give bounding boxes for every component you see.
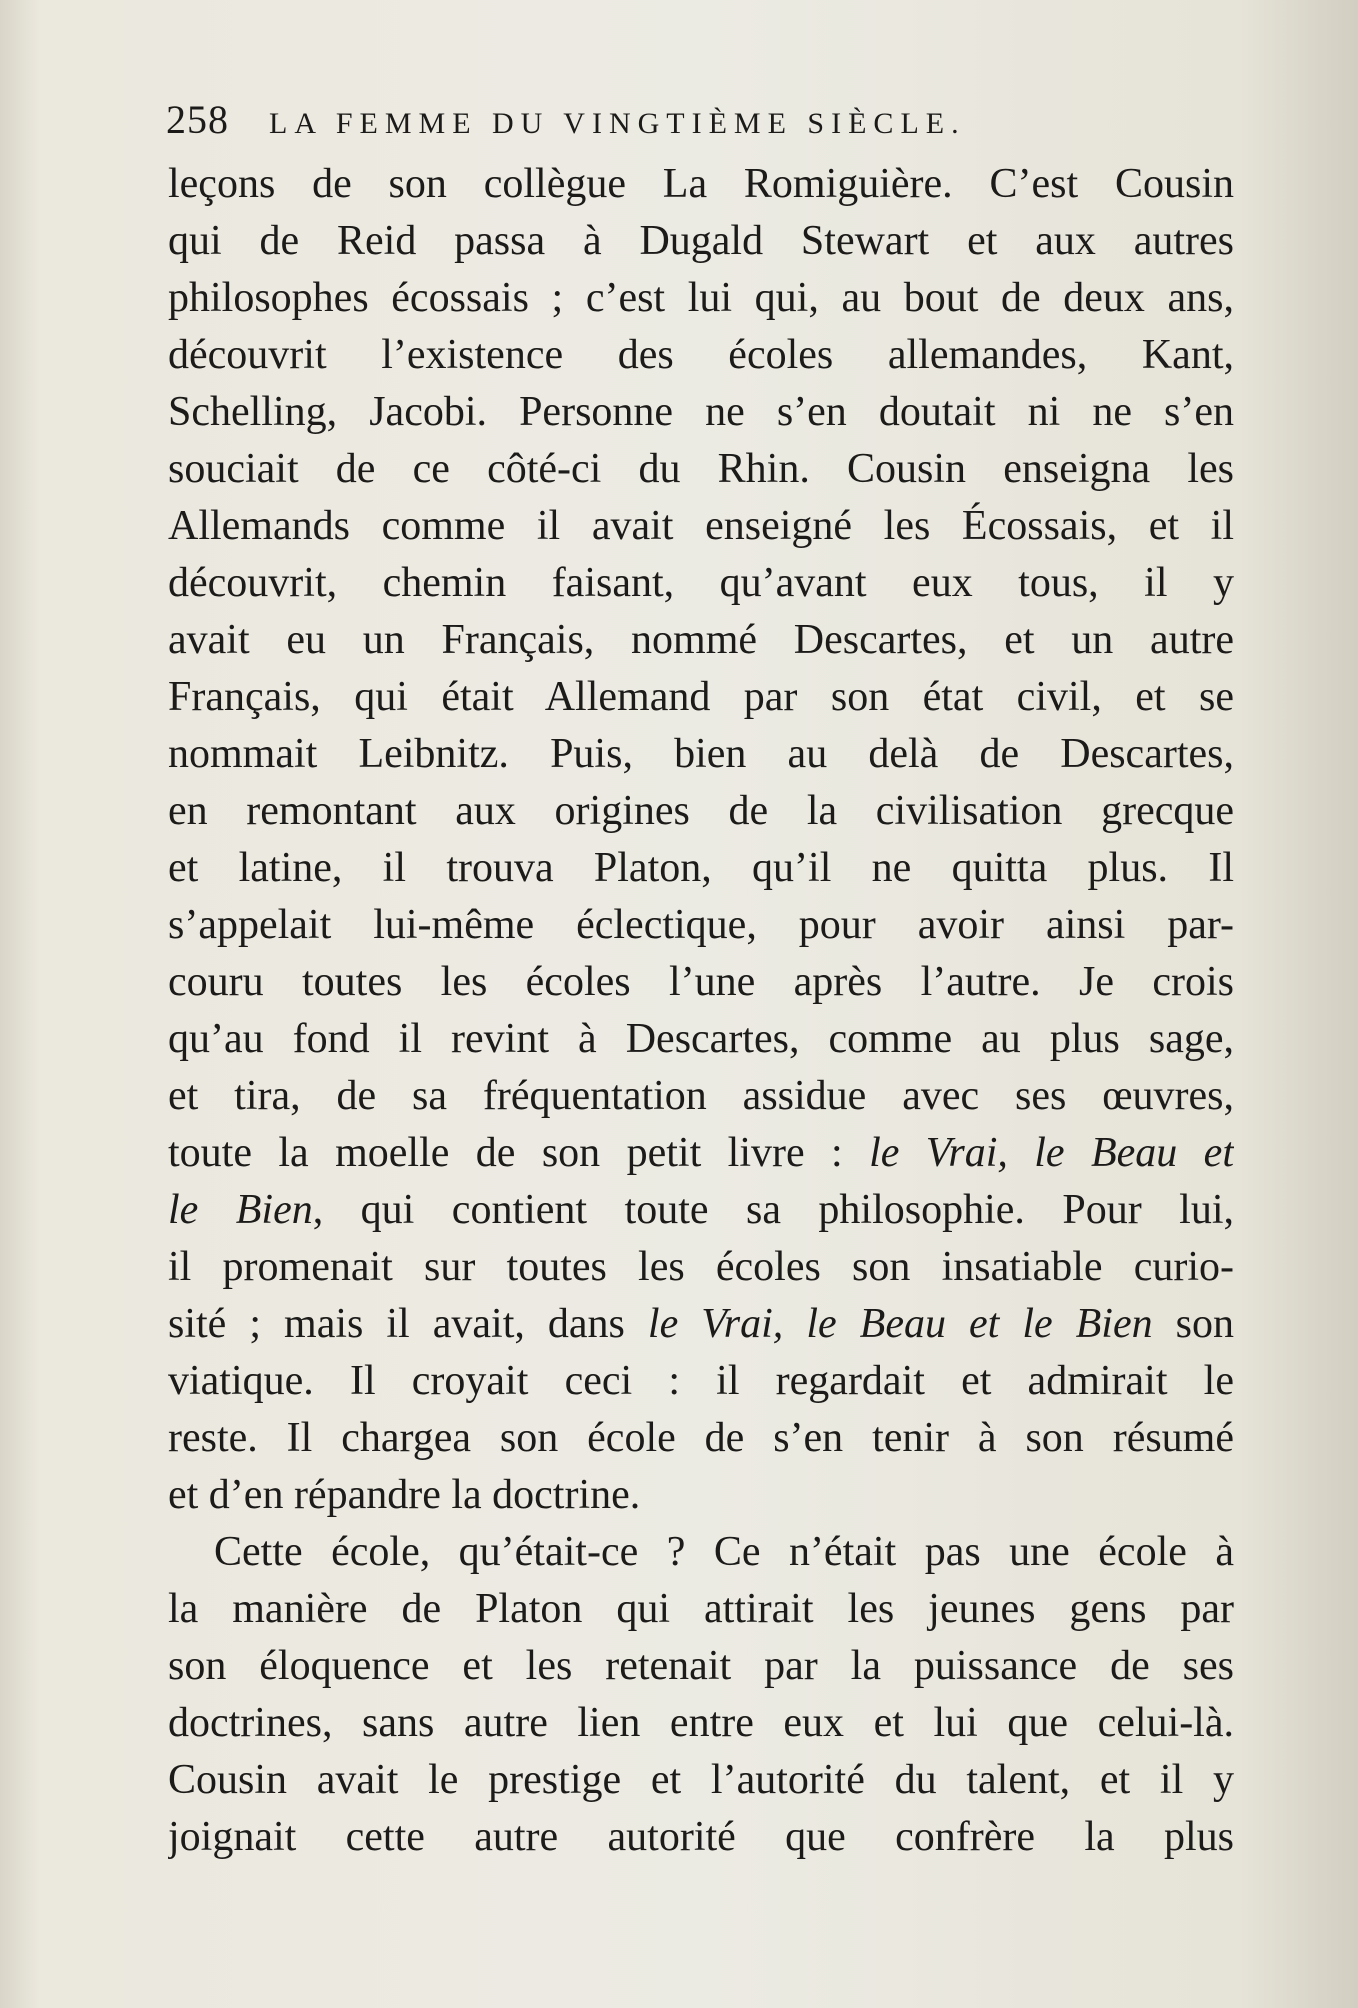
text-line: Cette école, qu’était-ce ? Ce n’était pas une école à (214, 1529, 1234, 1575)
text-line: Français, qui était Allemand par son état civil, et se (168, 674, 1234, 720)
text-line: découvrit l’existence des écoles allemandes, Kant, (168, 332, 1234, 378)
text-line: la manière de Platon qui attirait les jeunes gens par (168, 1586, 1234, 1632)
running-title: LA FEMME DU VINGTIÈME SIÈCLE. (269, 107, 966, 140)
text-line: leçons de son collègue La Romiguière. C’est Cousin (168, 161, 1234, 207)
paragraph-2 (168, 1524, 1234, 1866)
book-title-italic: le Vrai, le Beau et (869, 1130, 1234, 1176)
text-line: et tira, de sa fréquentation assidue avec ses œuvres, (168, 1073, 1234, 1119)
paragraph-1 (168, 156, 1234, 1524)
book-title-italic: le Vrai, le Beau et le Bien (647, 1301, 1153, 1347)
text-line: et latine, il trouva Platon, qu’il ne quitta plus. Il (168, 845, 1234, 891)
text-line: viatique. Il croyait ceci : il regardait et admirait le (168, 1358, 1234, 1404)
text-run: toute la moelle de son petit livre : (168, 1130, 870, 1176)
text-line: joignait cette autre autorité que confrère la plus (168, 1814, 1234, 1860)
text-line (168, 1296, 1234, 1353)
text-line: et d’en répandre la doctrine. (168, 1472, 641, 1518)
text-line: philosophes écossais ; c’est lui qui, au bout de deux ans, (168, 275, 1234, 321)
text-line: il promenait sur toutes les écoles son insatiable curio- (168, 1244, 1234, 1290)
text-line: couru toutes les écoles l’une après l’autre. Je crois (168, 959, 1234, 1005)
text-line: son éloquence et les retenait par la puissance de ses (168, 1643, 1234, 1689)
text-line: nommait Leibnitz. Puis, bien au delà de Descartes, (168, 731, 1234, 777)
text-line: reste. Il chargea son école de s’en tenir à son résumé (168, 1415, 1234, 1461)
book-title-italic: le Bien (168, 1187, 313, 1233)
text-line: Allemands comme il avait enseigné les Écossais, et il (168, 503, 1234, 549)
text-line (168, 1182, 1234, 1239)
page-number: 258 (166, 97, 229, 142)
running-head (166, 96, 1236, 148)
text-line (168, 1125, 1234, 1182)
text-line: souciait de ce côté-ci du Rhin. Cousin enseigna les (168, 446, 1234, 492)
text-line: Schelling, Jacobi. Personne ne s’en doutait ni ne s’en (168, 389, 1234, 435)
text-line: découvrit, chemin faisant, qu’avant eux tous, il y (168, 560, 1234, 606)
text-run: sité ; mais il avait, dans (168, 1301, 648, 1347)
text-run: , qui contient toute sa philosophie. Pour lui, (312, 1187, 1234, 1233)
text-line: qui de Reid passa à Dugald Stewart et aux autres (168, 218, 1234, 264)
body-text (168, 156, 1234, 1866)
text-line: Cousin avait le prestige et l’autorité du talent, et il y (168, 1757, 1234, 1803)
text-line: avait eu un Français, nommé Descartes, et un autre (168, 617, 1234, 663)
text-line: s’appelait lui-même éclectique, pour avoir ainsi par- (168, 902, 1234, 948)
text-line: doctrines, sans autre lien entre eux et lui que celui-là. (168, 1700, 1234, 1746)
text-run: son (1152, 1301, 1234, 1347)
text-line: en remontant aux origines de la civilisation grecque (168, 788, 1234, 834)
text-line: qu’au fond il revint à Descartes, comme au plus sage, (168, 1016, 1234, 1062)
